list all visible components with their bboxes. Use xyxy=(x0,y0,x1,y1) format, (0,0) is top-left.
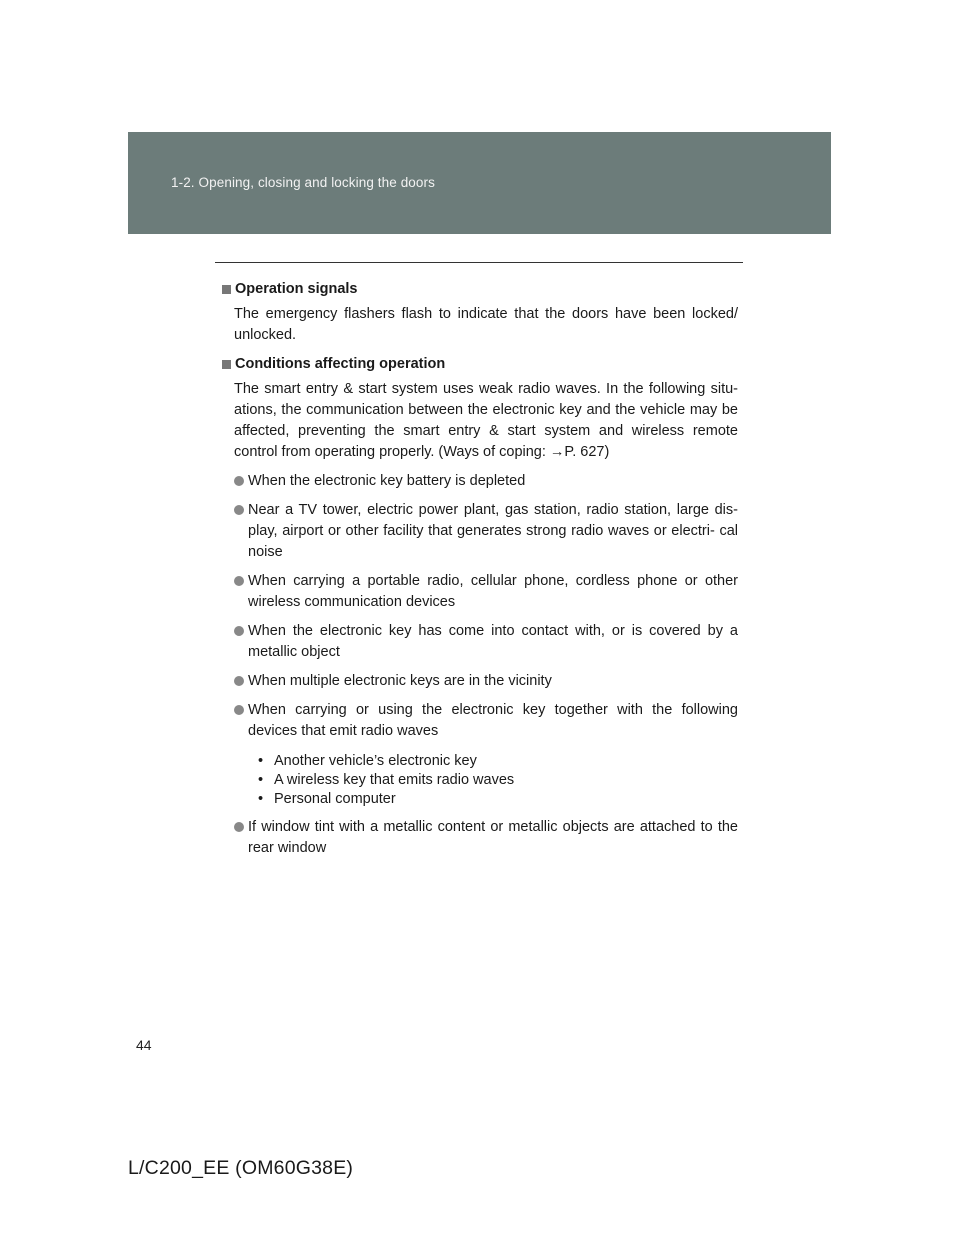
heading-text: Operation signals xyxy=(235,281,358,297)
divider-rule xyxy=(215,262,743,263)
circle-bullet-icon xyxy=(234,626,244,636)
document-code: L/C200_EE (OM60G38E) xyxy=(128,1157,354,1179)
sub-list-item: • Another vehicle’s electronic key xyxy=(258,753,477,769)
list-item: Near a TV tower, electric power plant, gas station, radio station, large dis- play, airport or other facility that generates strong radio waves or electri- cal noise xyxy=(234,500,738,563)
square-bullet-icon xyxy=(222,360,231,369)
conditions-list xyxy=(234,471,738,859)
bullet-icon: • xyxy=(258,772,264,788)
circle-bullet-icon xyxy=(234,676,244,686)
conditions-body: The smart entry & start system uses weak radio waves. In the following situ- ations, the communication between the electronic key and the vehicle may be affected, preventing the smart entry & start system and wireless remote control from operating properly. (Ways of coping: →P. 627) xyxy=(234,381,738,460)
list-item: When carrying or using the electronic key together with the following devices that emit radio waves • Another vehicle’s electronic key • A wireless key that emits radio waves • Personal computer xyxy=(234,700,738,809)
circle-bullet-icon xyxy=(234,476,244,486)
conditions-heading xyxy=(222,354,738,375)
heading-text: Conditions affecting operation xyxy=(235,356,446,372)
square-bullet-icon xyxy=(222,285,231,294)
list-item: When the electronic key battery is depleted xyxy=(234,471,738,492)
list-item: When multiple electronic keys are in the vicinity xyxy=(234,671,738,692)
list-item: When carrying a portable radio, cellular phone, cordless phone or other wireless communication devices xyxy=(234,571,738,613)
operation-signals-body: The emergency flashers flash to indicate that the doors have been locked/ unlocked. xyxy=(234,306,738,343)
header-band xyxy=(128,132,831,234)
circle-bullet-icon xyxy=(234,705,244,715)
page-content xyxy=(222,279,738,867)
sub-list xyxy=(258,752,738,809)
section-title: 1-2. Opening, closing and locking the doors xyxy=(171,175,435,190)
bullet-icon: • xyxy=(258,753,264,769)
bullet-icon: • xyxy=(258,791,264,807)
operation-signals-heading xyxy=(222,279,738,300)
circle-bullet-icon xyxy=(234,505,244,515)
list-item: If window tint with a metallic content or metallic objects are attached to the rear window xyxy=(234,817,738,859)
circle-bullet-icon xyxy=(234,822,244,832)
page-number: 44 xyxy=(136,1037,152,1053)
sub-list-item: • A wireless key that emits radio waves xyxy=(258,772,515,788)
list-item: When the electronic key has come into contact with, or is covered by a metallic object xyxy=(234,621,738,663)
circle-bullet-icon xyxy=(234,576,244,586)
sub-list-item: • Personal computer xyxy=(258,791,396,807)
